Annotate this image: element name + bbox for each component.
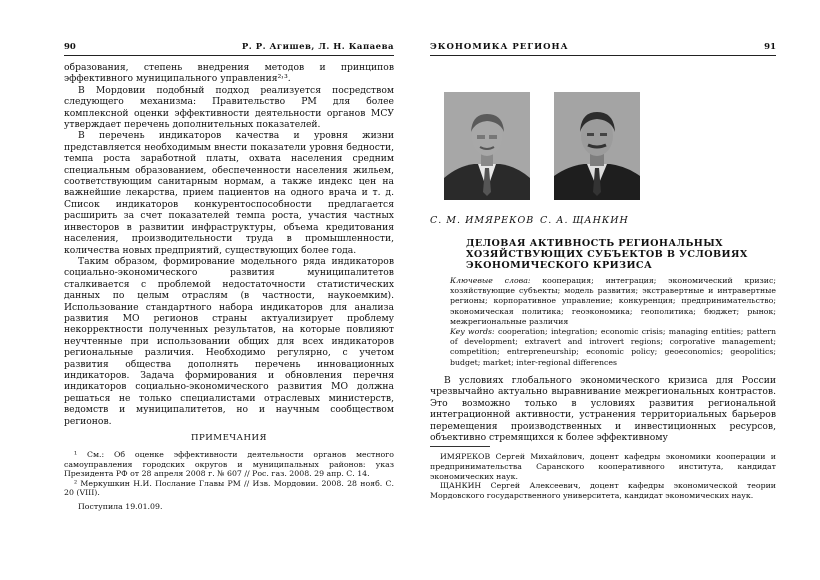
- notes-list: [64, 450, 394, 498]
- notes-heading: ПРИМЕЧАНИЯ: [191, 433, 267, 443]
- journal-section-name: ЭКОНОМИКА РЕГИОНА: [430, 42, 569, 52]
- right-page-number: 91: [764, 42, 776, 52]
- author-info-item: ЩАНКИН Сергей Алексеевич, доцент кафедры экономической теории Мордовского государственного университета, кандидат экономических наук.: [430, 481, 776, 501]
- left-page-number: 90: [64, 42, 76, 52]
- keywords-en: [450, 327, 776, 368]
- author-info-block: [430, 452, 776, 501]
- right-page: [430, 0, 776, 580]
- keywords-ru-text: кооперация; интеграция; экономический кризис; хозяйствующие субъекты; модель развития; экстравертные и интравертные регионы; корпоративное управление; конкуренция; предпринимательство; экономическая политика; геоэкономика; геополитика; бюджет; рынок; межрегиональные различия: [450, 276, 776, 326]
- left-page: [64, 0, 394, 580]
- article-title: ДЕЛОВАЯ АКТИВНОСТЬ РЕГИОНАЛЬНЫХ ХОЗЯЙСТВУЮЩИХ СУБЪЕКТОВ В УСЛОВИЯХ ЭКОНОМИЧЕСКОГО КРИЗИСА: [466, 238, 748, 271]
- keywords-en-label: Key words:: [450, 327, 495, 337]
- author-name-1: С. М. ИМЯРЕКОВ: [430, 215, 535, 226]
- left-running-head-authors: Р. Р. Агишев, Л. Н. Капаева: [241, 42, 394, 52]
- note-item: ² Меркушкин Н.И. Послание Главы РМ // Изв. Мордовии. 2008. 28 нояб. С. 20 (VIII).: [64, 478, 394, 498]
- paragraph: образования, степень внедрения методов и принципов эффективного муниципального управления²˒³.: [64, 62, 394, 85]
- author-name-2: С. А. ЩАНКИН: [540, 215, 629, 226]
- author-photo-shchankin: [554, 92, 640, 200]
- left-body-text: [64, 62, 394, 427]
- keywords-en-text: cooperation; integration; economic crisis; managing entities; pattern of development; extravert and introvert regions; corporative management; competition; entrepreneurship; economic policy; geoeconomics; geopolitics; budget; market; inter-regional differences: [450, 327, 777, 367]
- keywords-ru-label: Ключевые слова:: [450, 276, 531, 285]
- paragraph: В перечень индикаторов качества и уровня жизни представляется необходимым внести показатели уровня бедности, темпа роста заработной платы, охвата населения средним специальным образованием, обеспеченности населения жильем, соответствующим санитарным нормам, а также индекс цен на важнейшие лекарства, прием пациентов на одного врача и т. д. Список индикаторов конкурентоспособности предлагается расширить за счет показателей темпа роста, участия частных инвесторов в развитии инфраструктуры, объема кредитования населения, производительности труда в промышленности, количества новых предприятий, существующих более года.: [64, 130, 394, 256]
- right-header-rule: [430, 55, 776, 56]
- author-photo-imyarekov: [444, 92, 530, 200]
- keywords-block: [450, 276, 776, 368]
- keywords-ru: [450, 276, 776, 327]
- author-info-item: ИМЯРЕКОВ Сергей Михайлович, доцент кафедры экономики кооперации и предпринимательства Саранского кооперативного института, кандидат экономических наук.: [430, 452, 776, 481]
- paragraph: Таким образом, формирование модельного ряда индикаторов социально-экономического развития муниципалитетов сталкивается с проблемой недостаточности статистических данных по целым отраслям (в частности, наукоемким). Использование стандартного набора индикаторов для анализа развития МО регионов страны актуализирует проблему некорректности полученных результатов, на которые повлияют неучтенные при использовании общих для всех индикаторов региональные различия. Необходимо регулярно, с учетом развития общества дополнять перечень инновационных индикаторов. Задача формирования и обновления перечня индикаторов социально-экономического развития МО должна решаться не только специалистами отраслевых министерств, ведомств и муниципалитетов, но и научным сообществом регионов.: [64, 255, 394, 427]
- lead-paragraph: В условиях глобального экономического кризиса для России чрезвычайно актуально выравнивание межрегиональных контрастов. Это возможно только в условиях развития региональной интеграционной активности, устранения территориальных барьеров перемещения производственных и инвестиционных ресурсов, объективно стремящихся к более эффективному: [430, 375, 776, 444]
- paragraph: В Мордовии подобный подход реализуется посредством следующего механизма: Правительство РМ для более комплексной оценки эффективности деятельности органов МСУ утверждает перечень дополнительных показателей.: [64, 84, 394, 131]
- note-item: ¹ См.: Об оценке эффективности деятельности органов местного самоуправления городских округов и муниципальных районов: указ Президента РФ от 28 апреля 2008 г. № 607 // Рос. газ. 2008. 29 апр. С. 14.: [64, 450, 394, 479]
- left-header-rule: [64, 55, 394, 56]
- footnote-rule: [430, 446, 490, 447]
- received-date: Поступила 19.01.09.: [78, 502, 163, 511]
